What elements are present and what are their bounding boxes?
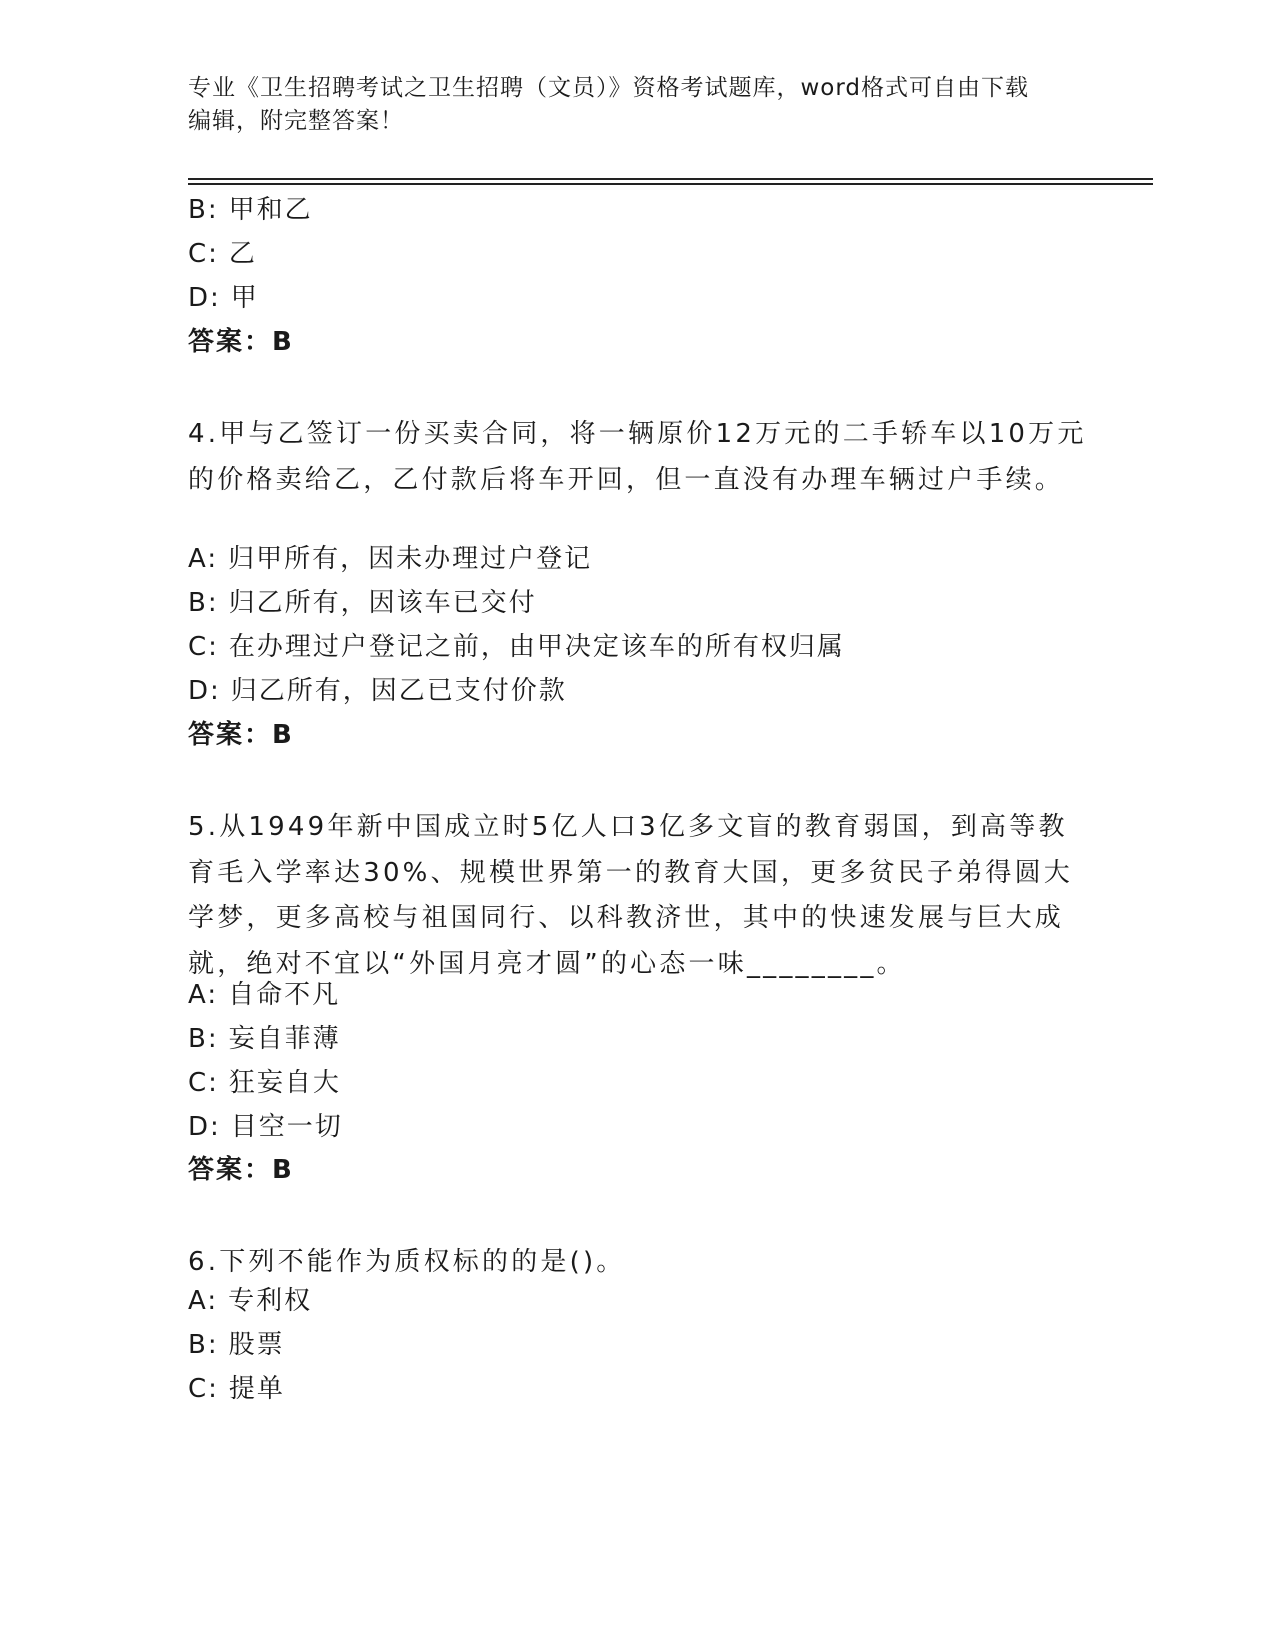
header-divider-top: [188, 178, 1153, 180]
q6-option-b: [188, 1328, 285, 1362]
option-key: D:: [188, 676, 221, 706]
page-header: [188, 72, 1068, 138]
option-key: A:: [188, 544, 219, 574]
option-key: C:: [188, 1068, 219, 1098]
q4-question-text: 4.甲与乙签订一份买卖合同，将一辆原价12万元的二手轿车以10万元的价格卖给乙，乙付款后将车开回，但一直没有办理车辆过户手续。: [188, 419, 1087, 495]
q3-option-c: [188, 237, 257, 271]
q5-option-a: [188, 978, 340, 1012]
q4-option-a: [188, 542, 592, 576]
option-text: 专利权: [228, 1286, 313, 1316]
q5-option-d: [188, 1110, 343, 1144]
option-key: C:: [188, 1374, 219, 1404]
q4-option-d: [188, 674, 567, 708]
q4-answer: 答案：B: [188, 720, 294, 750]
q6-option-a: [188, 1284, 312, 1318]
q4-option-b: [188, 586, 537, 620]
option-text: 归甲所有，因未办理过户登记: [228, 544, 593, 574]
q3-option-b: [188, 193, 313, 227]
option-text: 狂妄自大: [228, 1068, 341, 1098]
q5-option-b: [188, 1022, 341, 1056]
option-text: 乙: [228, 239, 257, 269]
option-text: 甲: [230, 283, 259, 313]
option-text: 目空一切: [230, 1112, 343, 1142]
q4-option-c: [188, 630, 845, 664]
option-key: C:: [188, 239, 219, 269]
option-text: 提单: [228, 1374, 285, 1404]
option-key: C:: [188, 632, 219, 662]
option-key: B:: [188, 588, 219, 618]
option-text: 妄自菲薄: [228, 1024, 341, 1054]
option-text: 归乙所有，因乙已支付价款: [230, 676, 567, 706]
option-key: A:: [188, 980, 219, 1010]
option-text: 甲和乙: [228, 195, 313, 225]
option-key: D:: [188, 1112, 221, 1142]
q3-option-d: [188, 281, 259, 315]
q5-option-c: [188, 1066, 341, 1100]
option-key: D:: [188, 283, 221, 313]
q6-option-c: [188, 1372, 285, 1406]
option-key: B:: [188, 1024, 219, 1054]
option-key: A:: [188, 1286, 219, 1316]
header-line-2: 编辑，附完整答案！: [188, 108, 404, 134]
option-key: B:: [188, 1330, 219, 1360]
option-text: 归乙所有，因该车已交付: [228, 588, 537, 618]
header-divider-bottom: [188, 183, 1153, 185]
q5-question-text: 5.从1949年新中国成立时5亿人口3亿多文盲的教育弱国，到高等教育毛入学率达30%、规模世界第一的教育大国，更多贫民子弟得圆大学梦，更多高校与祖国同行、以科教济世，其中的快速发展与巨大成就，绝对不宜以“外国月亮才圆”的心态一味________。: [188, 812, 1073, 979]
option-text: 自命不凡: [228, 980, 341, 1010]
option-text: 在办理过户登记之前，由甲决定该车的所有权归属: [228, 632, 845, 662]
option-key: B:: [188, 195, 219, 225]
q6-question-text: 6.下列不能作为质权标的的是()。: [188, 1247, 626, 1277]
q5-answer: 答案：B: [188, 1155, 294, 1185]
header-line-1: 专业《卫生招聘考试之卫生招聘（文员）》资格考试题库，word格式可自由下载: [188, 75, 1030, 101]
option-text: 股票: [228, 1330, 285, 1360]
q3-answer: 答案：B: [188, 327, 294, 357]
